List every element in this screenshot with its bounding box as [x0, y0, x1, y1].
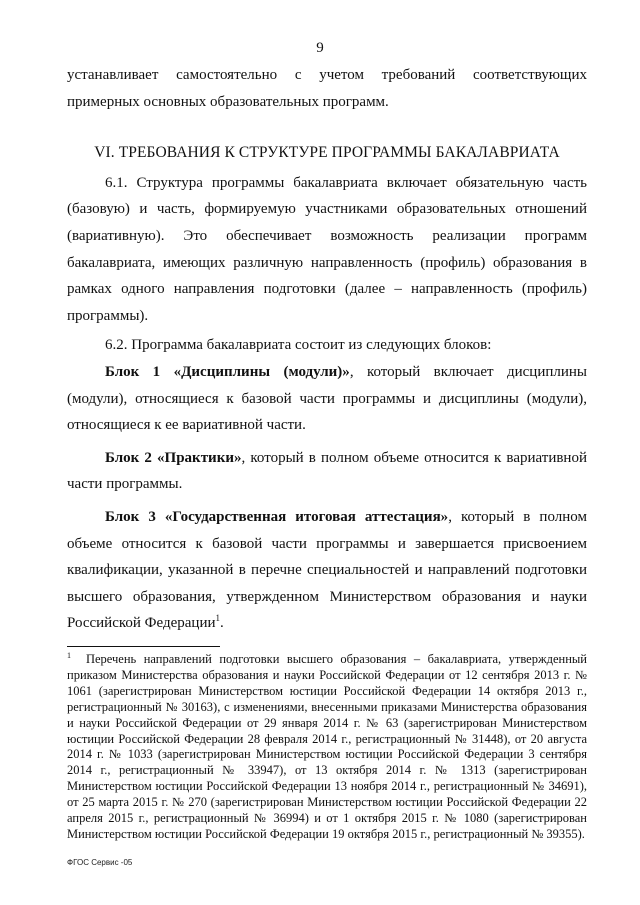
block-3-tail: .	[220, 615, 224, 632]
page-number: 9	[316, 40, 324, 56]
block-1-title: Блок 1 «Дисциплины (модули)»	[105, 363, 350, 380]
block-1-text: , который включает дисциплины (модули), относящиеся к базовой части программы и дисциплины (модули), относящиеся к ее вариативной части.	[67, 363, 587, 434]
section-heading: VI. ТРЕБОВАНИЯ К СТРУКТУРЕ ПРОГРАММЫ БАКАЛАВРИАТА	[94, 144, 560, 162]
block-1-paragraph	[67, 359, 587, 439]
paragraph-6-1: 6.1. Структура программы бакалавриата включает обязательную часть (базовую) и часть, формируемую участниками образовательных отношений (вариативную). Это обеспечивает возможность реализации программ бакалавриата, имеющих различную направленность (профиль) образования в рамках одного направления подготовки (далее – направленность (профиль) программы).	[67, 174, 587, 324]
footer-label: ФГОС Сервис -05	[67, 858, 133, 867]
continuation-paragraph: устанавливает самостоятельно с учетом требований соответствующих примерных основных образовательных программ.	[67, 67, 587, 110]
paragraph-6-2: 6.2. Программа бакалавриата состоит из следующих блоков:	[105, 337, 492, 354]
footnote-text: Перечень направлений подготовки высшего образования – бакалавриата, утвержденный приказом Министерства образования и науки Российской Федерации от 12 сентября 2013 г. № 1061 (зарегистрирован Министерством юстиции Российской Федерации 14 октября 2013 г., регистрационный № 30163), с изменениями, внесенными приказами Министерства образования и науки Российской Федерации от 29 января 2014 г. № 63 (зарегистрирован Министерством юстиции Российской Федерации 28 февраля 2014 г., регистрационный № 31448), от 20 августа 2014 г. № 1033 (зарегистрирован Министерством юстиции Российской Федерации 3 сентября 2014 г., регистрационный № 33947), от 13 октября 2014 г. № 1313 (зарегистрирован Министерством юстиции Российской Федерации 13 ноября 2014 г., регистрационный № 34691), от 25 марта 2015 г. № 270 (зарегистрирован Министерством юстиции Российской Федерации 22 апреля 2015 г., регистрационный № 36994) и от 1 октября 2015 г. № 1080 (зарегистрирован Министерством юстиции Российской Федерации 19 октября 2015 г., регистрационный № 39355).	[67, 652, 587, 841]
block-2-title: Блок 2 «Практики»	[105, 449, 242, 466]
block-2-text: , который в полном объеме относится к вариативной части программы.	[67, 449, 587, 493]
block-3-paragraph	[67, 504, 587, 637]
block-3-text: , который в полном объеме относится к базовой части программы и завершается присвоением квалификации, указанной в перечне специальностей и направлений подготовки высшего образования, утвержденном Министерством образования и науки Российской Федерации	[67, 508, 587, 632]
footnote-reference: 1	[215, 613, 221, 624]
block-3-title: Блок 3 «Государственная итоговая аттестация»	[105, 508, 449, 525]
footnote-separator	[67, 646, 220, 647]
main-text	[67, 62, 587, 637]
footnote	[67, 652, 587, 843]
footnote-marker: 1	[67, 650, 71, 660]
block-2-paragraph	[67, 445, 587, 498]
